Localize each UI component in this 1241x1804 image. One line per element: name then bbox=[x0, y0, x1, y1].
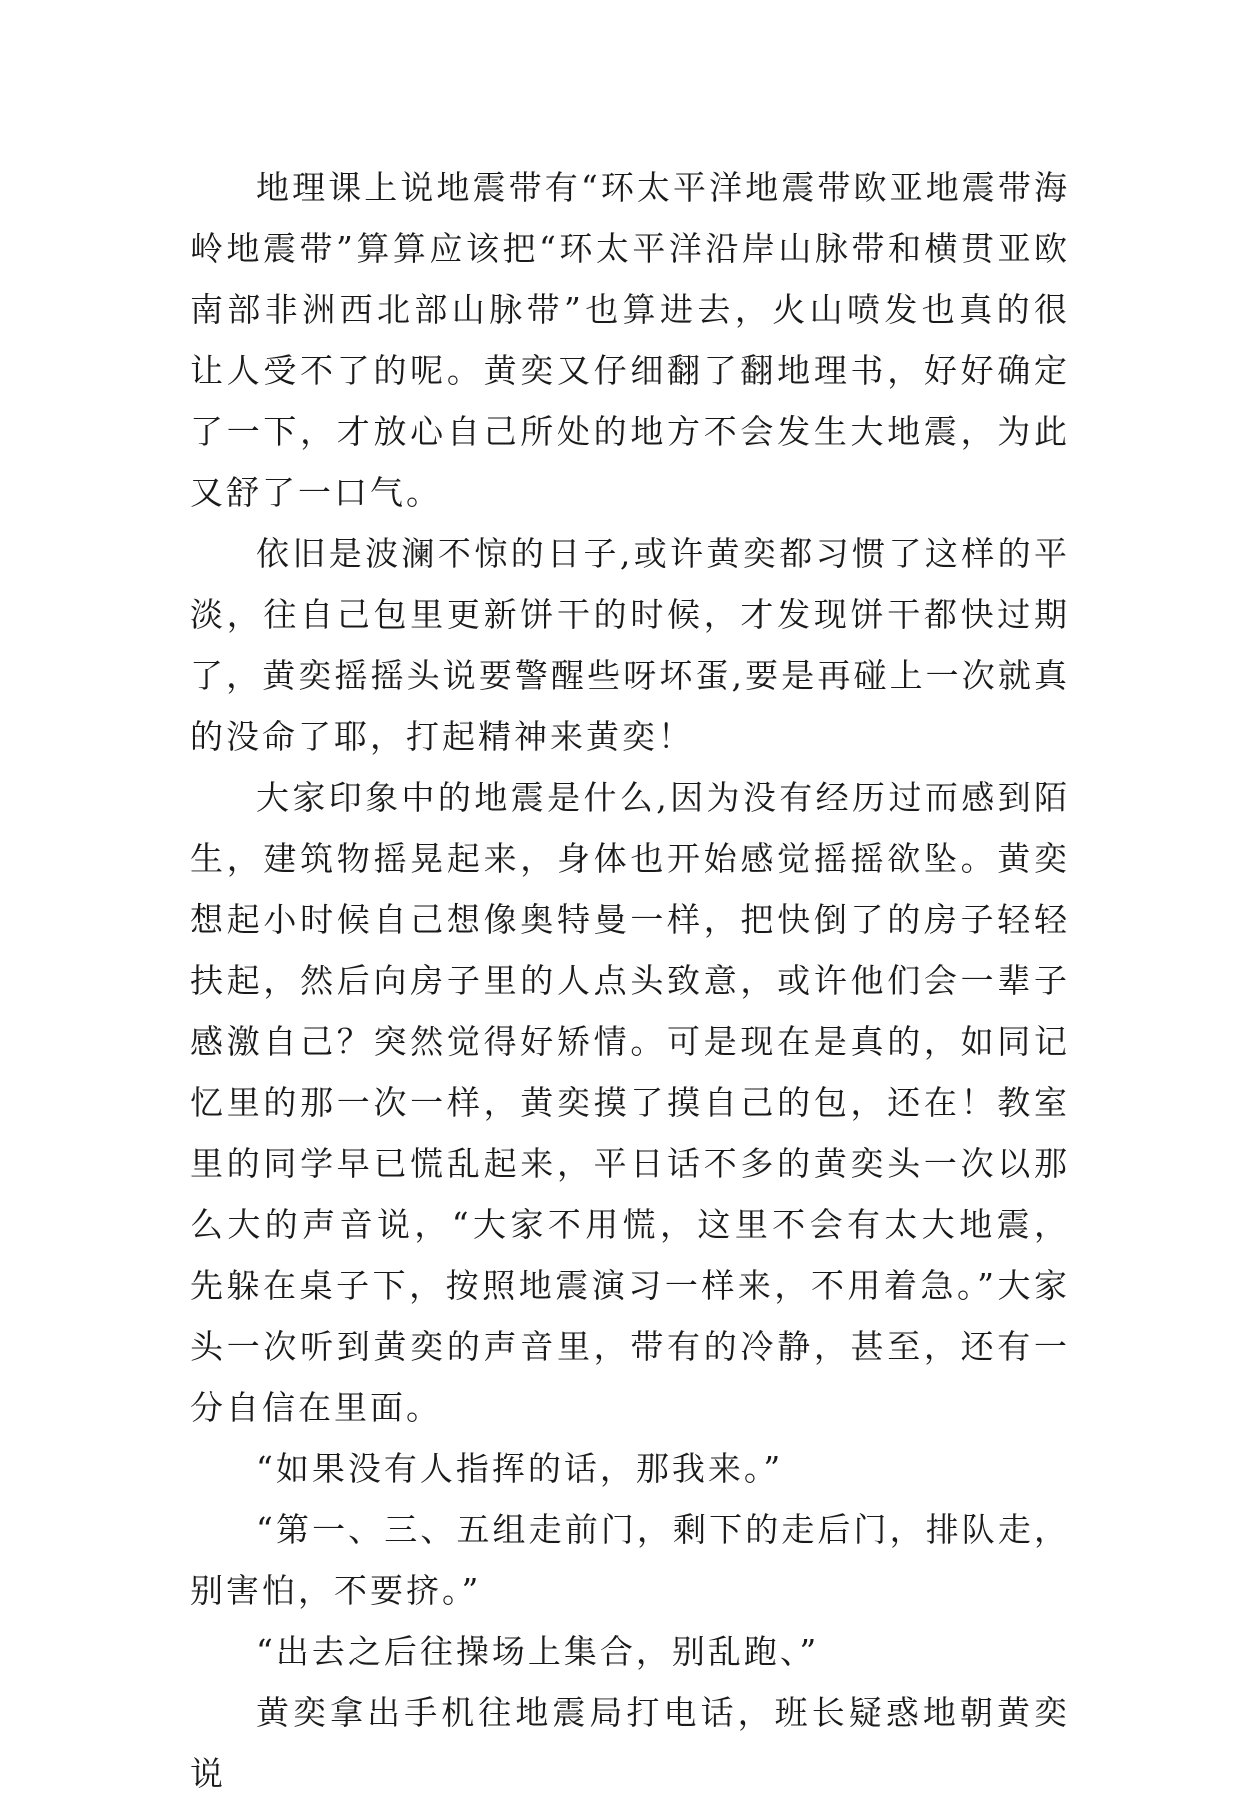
paragraph-earthquake-memory: 大家印象中的地震是什么,因为没有经历过而感到陌生，建筑物摇晃起来，身体也开始感觉摇摇欲坠。黄奕想起小时候自己想像奥特曼一样，把快倒了的房子轻轻扶起，然后向房子里的人点头致意，或许他们会一辈子感激自己？突然觉得好矫情。可是现在是真的，如同记忆里的那一次一样，黄奕摸了摸自己的包，还在！教室里的同学早已慌乱起来，平日话不多的黄奕头一次以那么大的声音说，“大家不用慌，这里不会有太大地震，先躲在桌子下，按照地震演习一样来，不用着急。”大家头一次听到黄奕的声音里，带有的冷静，甚至，还有一分自信在里面。 bbox=[190, 778, 1070, 1427]
paragraph-biscuits: 依旧是波澜不惊的日子,或许黄奕都习惯了这样的平淡，往自己包里更新饼干的时候，才发现饼干都快过期了，黄奕摇摇头说要警醒些呀坏蛋,要是再碰上一次就真的没命了耶，打起精神来黄奕！ bbox=[190, 534, 1070, 756]
body-text bbox=[190, 157, 1070, 1804]
paragraph-quote-groups: “第一、三、五组走前门，剩下的走后门，排队走，别害怕，不要挤。” bbox=[190, 1510, 1070, 1610]
paragraph-quote-gather: “出去之后往操场上集合，别乱跑、” bbox=[256, 1632, 820, 1671]
paragraph-phone-call: 黄奕拿出手机往地震局打电话，班长疑惑地朝黄奕说 bbox=[190, 1693, 1070, 1793]
paragraph-earthquake-belts: 地理课上说地震带有“环太平洋地震带欧亚地震带海岭地震带”算算应该把“环太平洋沿岸山脉带和横贯亚欧南部非洲西北部山脉带”也算进去，火山喷发也真的很让人受不了的呢。黄奕又仔细翻了翻地理书，好好确定了一下，才放心自己所处的地方不会发生大地震，为此又舒了一口气。 bbox=[190, 168, 1070, 512]
paragraph-quote-command: “如果没有人指挥的话，那我来。” bbox=[256, 1449, 784, 1488]
